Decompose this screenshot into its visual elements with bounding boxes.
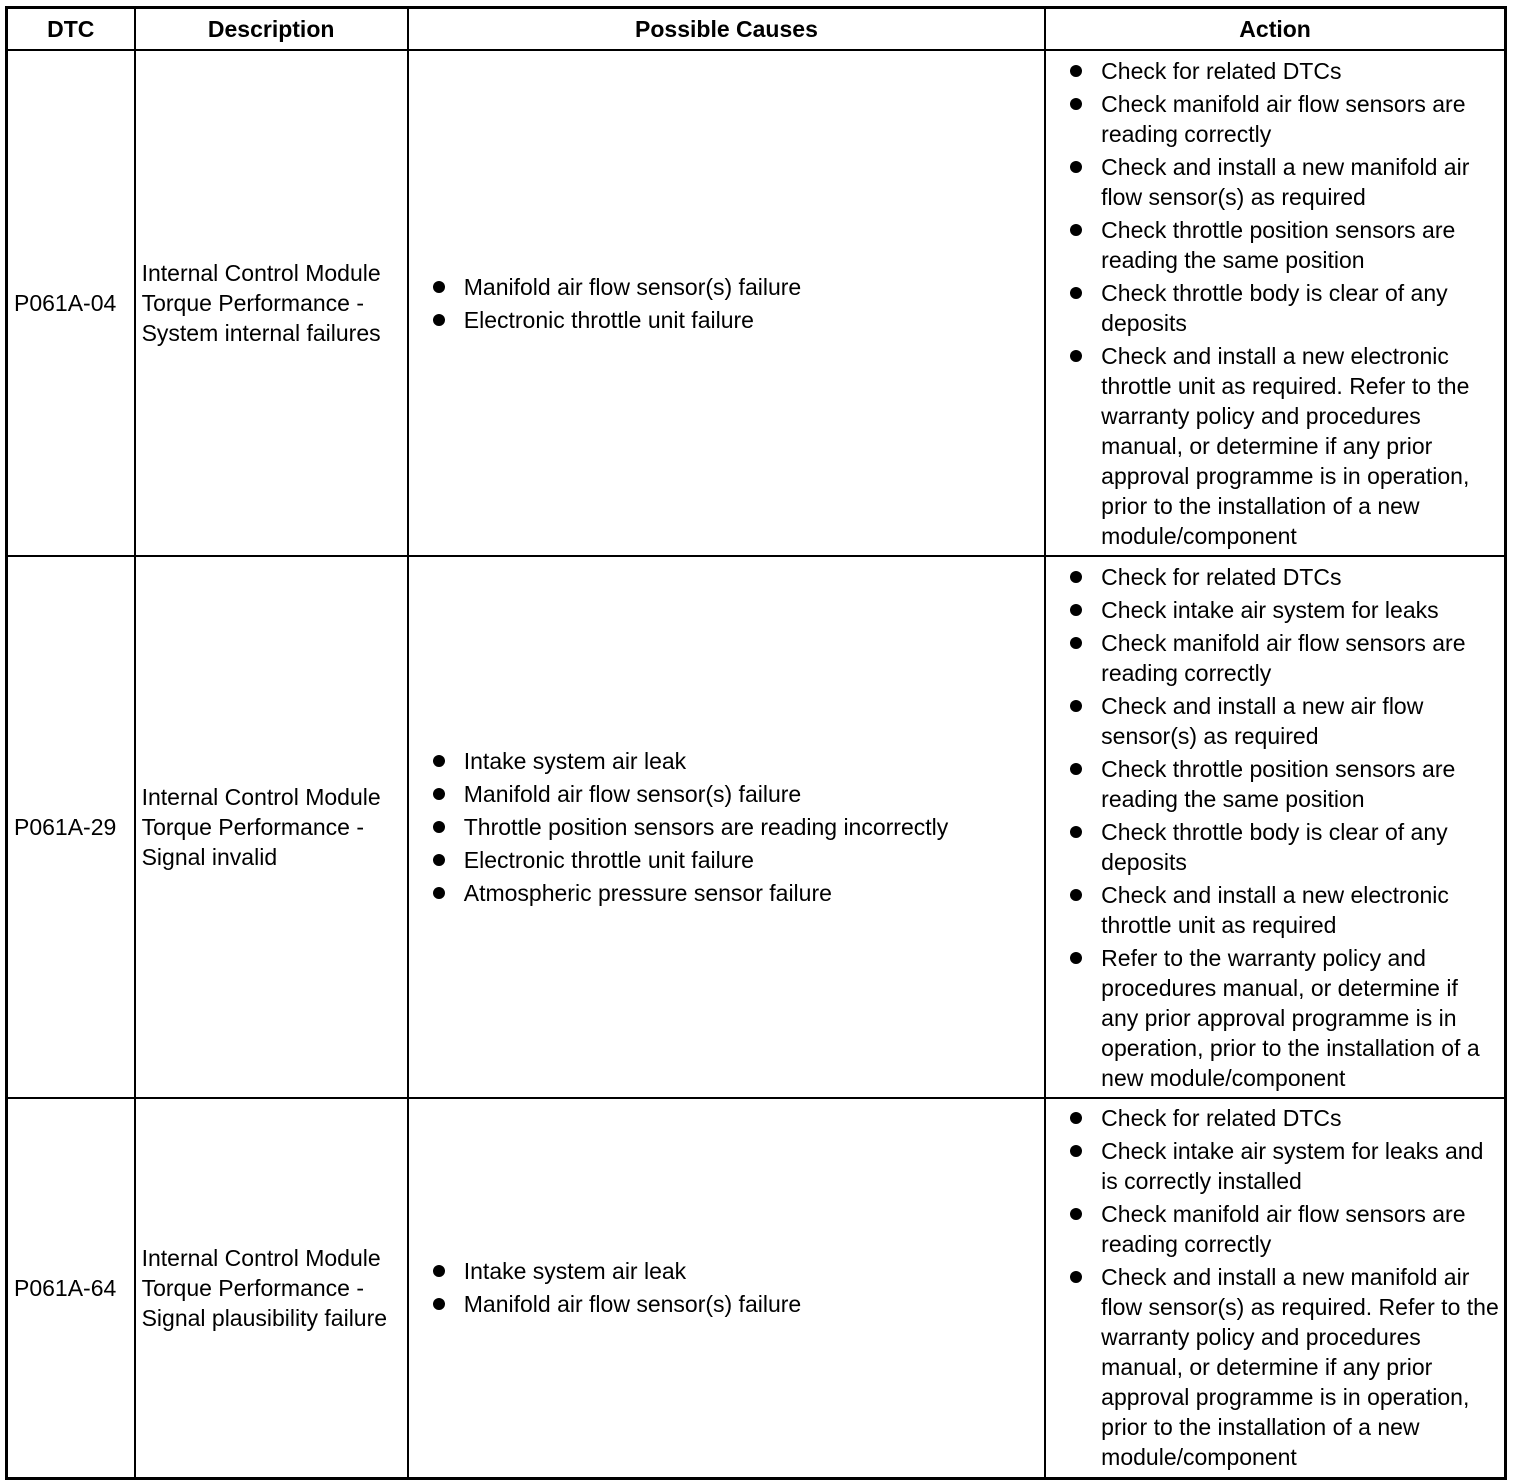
cause-item: Intake system air leak [409,1256,1044,1286]
cause-item: Throttle position sensors are reading incorrectly [409,812,1044,842]
action-item: Check throttle position sensors are reading the same position [1046,215,1500,275]
actions [1045,556,1505,1098]
actions-list [1046,562,1500,1093]
cause-item: Atmospheric pressure sensor failure [409,878,1044,908]
action-item: Refer to the warranty policy and procedures manual, or determine if any prior approval programme is in operation, prior to the installation of a new module/component [1046,943,1500,1093]
dtc-code: P061A-29 [7,556,135,1098]
actions [1045,50,1505,556]
header-action: Action [1045,8,1505,51]
action-item: Check intake air system for leaks [1046,595,1500,625]
table-header [7,8,1506,51]
cause-item: Intake system air leak [409,746,1044,776]
cause-item: Manifold air flow sensor(s) failure [409,779,1044,809]
action-item: Check throttle position sensors are reading the same position [1046,754,1500,814]
action-item: Check for related DTCs [1046,1103,1500,1133]
action-item: Check throttle body is clear of any deposits [1046,278,1500,338]
action-item: Check and install a new manifold air flow sensor(s) as required. Refer to the warranty policy and procedures manual, or determine if any prior approval programme is in operation, prior to the installation of a new module/component [1046,1262,1500,1472]
dtc-code: P061A-64 [7,1098,135,1478]
table-row [7,50,1506,556]
action-item: Check and install a new air flow sensor(s) as required [1046,691,1500,751]
header-description: Description [135,8,408,51]
header-possible-causes: Possible Causes [408,8,1045,51]
action-item: Check and install a new manifold air flow sensor(s) as required [1046,152,1500,212]
dtc-description: Internal Control Module Torque Performance - System internal failures [135,50,408,556]
cause-item: Manifold air flow sensor(s) failure [409,1289,1044,1319]
cause-item: Electronic throttle unit failure [409,845,1044,875]
action-item: Check intake air system for leaks and is correctly installed [1046,1136,1500,1196]
action-item: Check manifold air flow sensors are reading correctly [1046,1199,1500,1259]
action-item: Check for related DTCs [1046,56,1500,86]
table-body [7,50,1506,1478]
action-item: Check throttle body is clear of any deposits [1046,817,1500,877]
dtc-description: Internal Control Module Torque Performance - Signal plausibility failure [135,1098,408,1478]
header-dtc: DTC [7,8,135,51]
possible-causes [408,556,1045,1098]
cause-item: Electronic throttle unit failure [409,305,1044,335]
action-item: Check manifold air flow sensors are reading correctly [1046,628,1500,688]
table-row [7,556,1506,1098]
possible-causes [408,1098,1045,1478]
actions [1045,1098,1505,1478]
actions-list [1046,56,1500,551]
table-row [7,1098,1506,1478]
dtc-code: P061A-04 [7,50,135,556]
actions-list [1046,1103,1500,1472]
dtc-table [5,6,1507,1480]
causes-list [409,272,1044,335]
action-item: Check for related DTCs [1046,562,1500,592]
causes-list [409,1256,1044,1319]
action-item: Check manifold air flow sensors are reading correctly [1046,89,1500,149]
action-item: Check and install a new electronic throttle unit as required [1046,880,1500,940]
dtc-description: Internal Control Module Torque Performance - Signal invalid [135,556,408,1098]
header-row [7,8,1506,51]
causes-list [409,746,1044,908]
cause-item: Manifold air flow sensor(s) failure [409,272,1044,302]
action-item: Check and install a new electronic throttle unit as required. Refer to the warranty policy and procedures manual, or determine if any prior approval programme is in operation, prior to the installation of a new module/component [1046,341,1500,551]
possible-causes [408,50,1045,556]
